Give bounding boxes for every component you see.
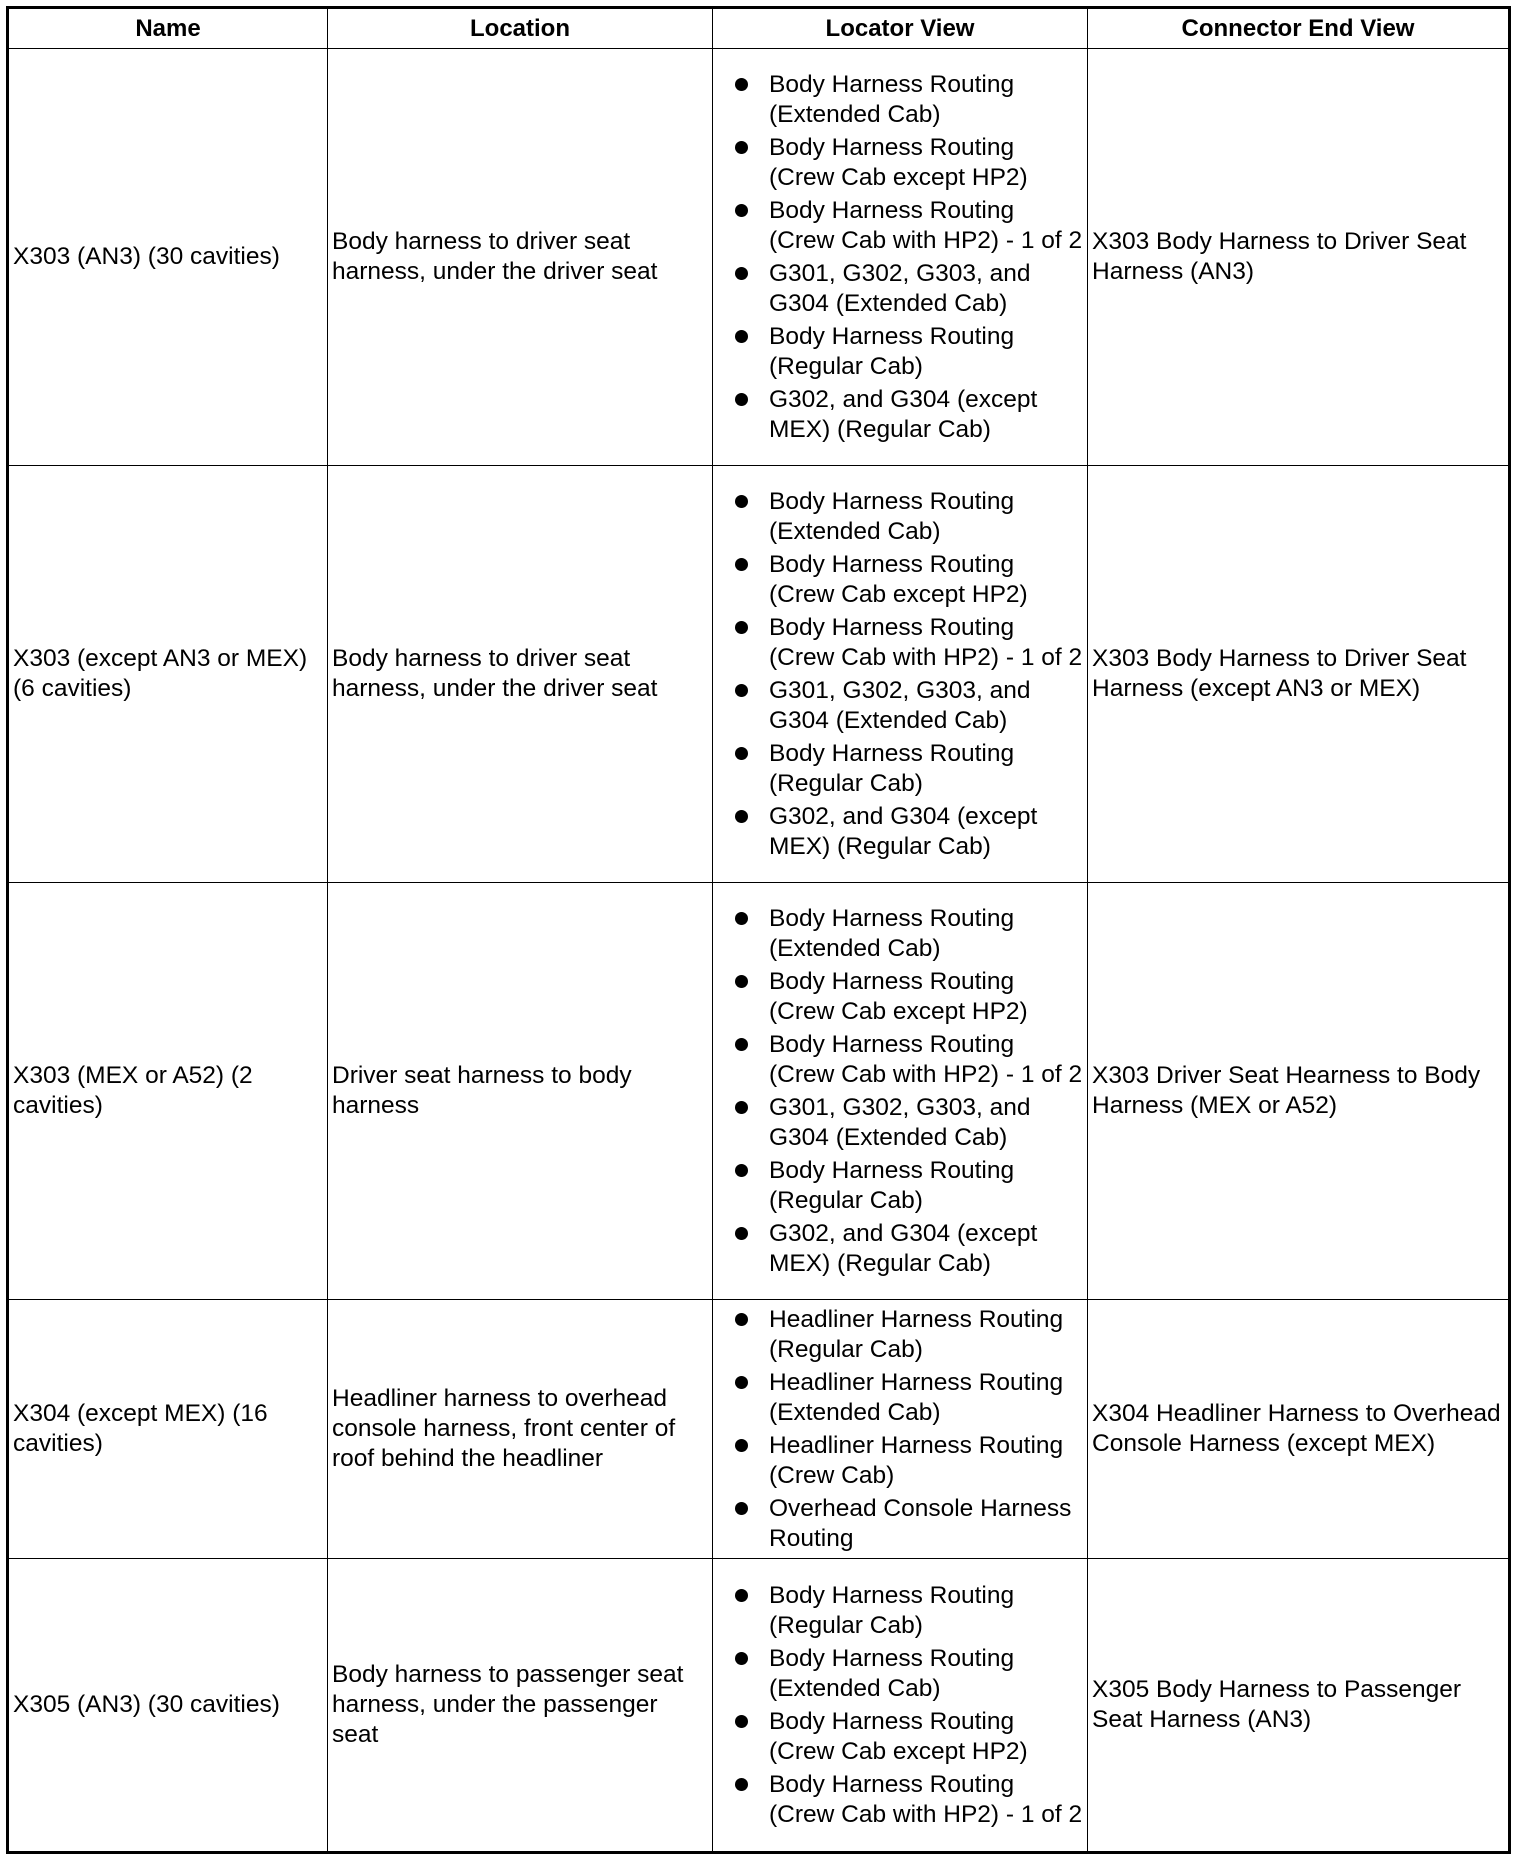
connector-end-view-cell[interactable]: X303 Driver Seat Hearness to Body Harness (MEX or A52) bbox=[1088, 883, 1510, 1300]
locator-view-item[interactable]: Body Harness Routing (Crew Cab except HP2) bbox=[735, 1707, 1083, 1767]
column-header-connector-end-view: Connector End View bbox=[1088, 8, 1510, 49]
column-header-location: Location bbox=[328, 8, 713, 49]
locator-view-item[interactable]: Body Harness Routing (Crew Cab with HP2) - 1 of 2 bbox=[735, 196, 1083, 256]
locator-view-item[interactable]: Body Harness Routing (Extended Cab) bbox=[735, 487, 1083, 547]
locator-view-cell bbox=[713, 883, 1088, 1300]
connector-name-cell: X303 (AN3) (30 cavities) bbox=[8, 49, 328, 466]
locator-view-item[interactable]: Body Harness Routing (Extended Cab) bbox=[735, 70, 1083, 130]
table-row bbox=[8, 49, 1510, 466]
connector-table bbox=[6, 6, 1511, 1854]
locator-view-item[interactable]: Body Harness Routing (Extended Cab) bbox=[735, 904, 1083, 964]
locator-view-item[interactable]: G302, and G304 (except MEX) (Regular Cab) bbox=[735, 385, 1083, 445]
locator-view-item[interactable]: Body Harness Routing (Crew Cab except HP2) bbox=[735, 550, 1083, 610]
locator-view-item[interactable]: Body Harness Routing (Crew Cab except HP2) bbox=[735, 967, 1083, 1027]
locator-view-item[interactable]: Headliner Harness Routing (Crew Cab) bbox=[735, 1431, 1083, 1491]
column-header-locator-view: Locator View bbox=[713, 8, 1088, 49]
locator-view-list bbox=[735, 1305, 1083, 1554]
connector-name-cell: X303 (MEX or A52) (2 cavities) bbox=[8, 883, 328, 1300]
connector-name-cell: X303 (except AN3 or MEX) (6 cavities) bbox=[8, 466, 328, 883]
locator-view-cell bbox=[713, 1300, 1088, 1559]
locator-view-item[interactable]: Body Harness Routing (Crew Cab except HP2) bbox=[735, 133, 1083, 193]
locator-view-item[interactable]: Body Harness Routing (Crew Cab with HP2) - 1 of 2 bbox=[735, 613, 1083, 673]
table-header bbox=[8, 8, 1510, 49]
locator-view-list bbox=[735, 487, 1083, 862]
locator-view-item[interactable]: G302, and G304 (except MEX) (Regular Cab) bbox=[735, 1219, 1083, 1279]
locator-view-item[interactable]: Body Harness Routing (Extended Cab) bbox=[735, 1644, 1083, 1704]
locator-view-item[interactable]: G301, G302, G303, and G304 (Extended Cab) bbox=[735, 259, 1083, 319]
location-cell: Body harness to driver seat harness, under the driver seat bbox=[328, 466, 713, 883]
locator-view-item[interactable]: Body Harness Routing (Regular Cab) bbox=[735, 1581, 1083, 1641]
locator-view-cell bbox=[713, 49, 1088, 466]
location-cell: Body harness to driver seat harness, under the driver seat bbox=[328, 49, 713, 466]
connector-name-cell: X305 (AN3) (30 cavities) bbox=[8, 1559, 328, 1853]
locator-view-list bbox=[735, 904, 1083, 1279]
locator-view-item[interactable]: Body Harness Routing (Crew Cab with HP2) - 1 of 2 bbox=[735, 1770, 1083, 1830]
table-row bbox=[8, 1300, 1510, 1559]
location-cell: Driver seat harness to body harness bbox=[328, 883, 713, 1300]
connector-end-view-cell[interactable]: X304 Headliner Harness to Overhead Console Harness (except MEX) bbox=[1088, 1300, 1510, 1559]
table-row bbox=[8, 883, 1510, 1300]
locator-view-list bbox=[735, 1581, 1083, 1830]
locator-view-cell bbox=[713, 1559, 1088, 1853]
locator-view-item[interactable]: Body Harness Routing (Crew Cab with HP2) - 1 of 2 bbox=[735, 1030, 1083, 1090]
locator-view-item[interactable]: Overhead Console Harness Routing bbox=[735, 1494, 1083, 1554]
locator-view-item[interactable]: Body Harness Routing (Regular Cab) bbox=[735, 739, 1083, 799]
connector-end-view-cell[interactable]: X305 Body Harness to Passenger Seat Harness (AN3) bbox=[1088, 1559, 1510, 1853]
header-row bbox=[8, 8, 1510, 49]
connector-end-view-cell[interactable]: X303 Body Harness to Driver Seat Harness (except AN3 or MEX) bbox=[1088, 466, 1510, 883]
connector-name-cell: X304 (except MEX) (16 cavities) bbox=[8, 1300, 328, 1559]
locator-view-item[interactable]: Body Harness Routing (Regular Cab) bbox=[735, 322, 1083, 382]
location-cell: Headliner harness to overhead console harness, front center of roof behind the headliner bbox=[328, 1300, 713, 1559]
locator-view-item[interactable]: Headliner Harness Routing (Regular Cab) bbox=[735, 1305, 1083, 1365]
location-cell: Body harness to passenger seat harness, under the passenger seat bbox=[328, 1559, 713, 1853]
locator-view-item[interactable]: Headliner Harness Routing (Extended Cab) bbox=[735, 1368, 1083, 1428]
table-row bbox=[8, 1559, 1510, 1853]
locator-view-item[interactable]: Body Harness Routing (Regular Cab) bbox=[735, 1156, 1083, 1216]
table-body bbox=[8, 49, 1510, 1853]
locator-view-item[interactable]: G301, G302, G303, and G304 (Extended Cab) bbox=[735, 1093, 1083, 1153]
locator-view-item[interactable]: G301, G302, G303, and G304 (Extended Cab) bbox=[735, 676, 1083, 736]
column-header-name: Name bbox=[8, 8, 328, 49]
locator-view-cell bbox=[713, 466, 1088, 883]
locator-view-list bbox=[735, 70, 1083, 445]
locator-view-item[interactable]: G302, and G304 (except MEX) (Regular Cab) bbox=[735, 802, 1083, 862]
table-row bbox=[8, 466, 1510, 883]
connector-end-view-cell[interactable]: X303 Body Harness to Driver Seat Harness (AN3) bbox=[1088, 49, 1510, 466]
